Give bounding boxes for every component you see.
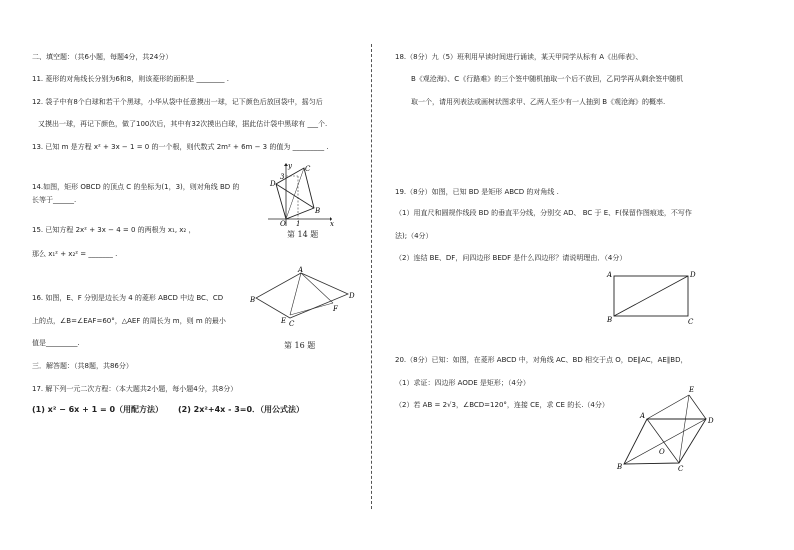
figure-19-diagram	[604, 268, 700, 326]
section-3-heading: 三．解答题：（共8题，共86分）	[32, 362, 133, 370]
question-14-line-1: 14.如图，矩形 OBCD 的顶点 C 的坐标为(1，3)，则对角线 BD 的	[32, 183, 240, 191]
fig16-label-a: A	[298, 266, 304, 274]
question-17-part-1: (1) x² − 6x + 1 = 0（用配方法）	[32, 405, 164, 414]
fig14-label-3: 3	[280, 173, 285, 181]
fig14-label-b: B	[315, 207, 321, 215]
question-19-line-4: （2）连结 BE、DF，问四边形 BEDF 是什么四边形？请说明理由．（4分）	[395, 254, 627, 262]
question-19-line-2: （1）用直尺和圆规作线段 BD 的垂直平分线，分别交 AD、 BC 于 E、F(保留作图痕迹，不写作	[395, 209, 692, 217]
fig20-label-a: A	[640, 412, 646, 420]
question-17: 17. 解下列一元二次方程：（本大题共2小题，每小题4分，共8分）	[32, 385, 238, 393]
fig19-label-b: B	[607, 316, 613, 324]
question-16-line-1: 16. 如图，E、F 分别是边长为 4 的菱形 ABCD 中边 BC、CD	[32, 294, 224, 302]
fig14-label-o: O	[280, 220, 286, 228]
fig20-label-e: E	[689, 386, 695, 394]
fig14-label-y: y	[288, 162, 292, 170]
question-18-line-3: 取一个，请用列表法或画树状图求甲、乙两人至少有一人抽到 B《观沧海》的概率.	[411, 98, 666, 106]
fig16-label-d: D	[349, 292, 355, 300]
question-19-line-3: 法);（4分）	[395, 232, 433, 240]
figure-16-diagram	[250, 266, 360, 332]
question-12-line-1: 12. 袋子中有8个白球和若干个黑球，小华从袋中任意摸出一球，记下颜色后放回袋中，摇匀后	[32, 98, 323, 106]
section-2-heading: 二、填空题：（共6小题，每题4分，共24分）	[32, 53, 173, 61]
figure-16-caption: 第 16 题	[284, 341, 316, 350]
fig20-label-b: B	[617, 463, 623, 471]
question-20-line-1: 20.（8分）已知：如图，在菱形 ABCD 中，对角线 AC、BD 相交于点 O，DE∥AC，AE∥BD，	[395, 356, 688, 364]
fig16-label-b: B	[250, 296, 256, 304]
question-18-line-1: 18.（8分）九（5）班利用早读时间进行诵读，某天甲同学从标有 A《出师表》、	[395, 53, 643, 61]
fig16-label-e: E	[281, 317, 287, 325]
fig20-label-d: D	[708, 417, 714, 425]
column-divider	[371, 44, 372, 509]
question-18-line-2: B《观沧海》、C《行路难》的三个签中随机抽取一个后不放回，乙同学再从剩余签中随机	[411, 75, 684, 83]
fig14-label-1: 1	[296, 220, 301, 228]
question-16-line-3: 值是_________.	[32, 339, 80, 347]
figure-14-diagram	[262, 160, 336, 230]
fig19-label-a: A	[607, 271, 613, 279]
question-19-line-1: 19.（8分）如图，已知 BD 是矩形 ABCD 的对角线 .	[395, 188, 559, 196]
fig16-label-c: C	[289, 320, 295, 328]
figure-20-diagram	[614, 383, 724, 475]
question-15-line-2: 那么 x₁² + x₂² = _______ .	[32, 250, 118, 258]
question-20-line-2: （1）求证：四边形 AODE 是矩形；（4分）	[395, 379, 530, 387]
fig19-label-c: C	[688, 318, 694, 326]
question-11: 11. 菱形的对角线长分别为6和8，则该菱形的面积是 ________ .	[32, 75, 229, 83]
fig14-label-x: x	[330, 220, 334, 228]
question-16-line-2: 上的点，∠B=∠EAF=60°，△AEF 的周长为 m，则 m 的最小	[32, 317, 226, 325]
question-15-line-1: 15. 已知方程 2x² + 3x − 4 = 0 的两根为 x₁, x₂ ，	[32, 226, 196, 234]
fig20-label-c: C	[678, 465, 684, 473]
question-13: 13. 已知 m 是方程 x² + 3x − 1 = 0 的一个根，则代数式 2m² + 6m − 3 的值为 _________ .	[32, 143, 329, 151]
question-14-line-2: 长等于______.	[32, 196, 77, 204]
question-12-line-2: 又摸出一球，再记下颜色，做了100次后，其中有32次摸出白球，据此估计袋中黑球有 ___个.	[38, 120, 328, 128]
fig14-label-d: D	[270, 180, 276, 188]
fig20-label-o: O	[659, 448, 665, 456]
fig19-label-d: D	[690, 271, 696, 279]
question-17-part-2: (2) 2x²+4x - 3=0．（用公式法）	[178, 405, 305, 414]
fig14-label-c: C	[305, 165, 311, 173]
question-20-line-3: （2）若 AB = 2√3，∠BCD=120°，连接 CE，求 CE 的长.（4分）	[395, 401, 609, 409]
fig16-label-f: F	[333, 305, 338, 313]
figure-14-caption: 第 14 题	[287, 230, 319, 239]
